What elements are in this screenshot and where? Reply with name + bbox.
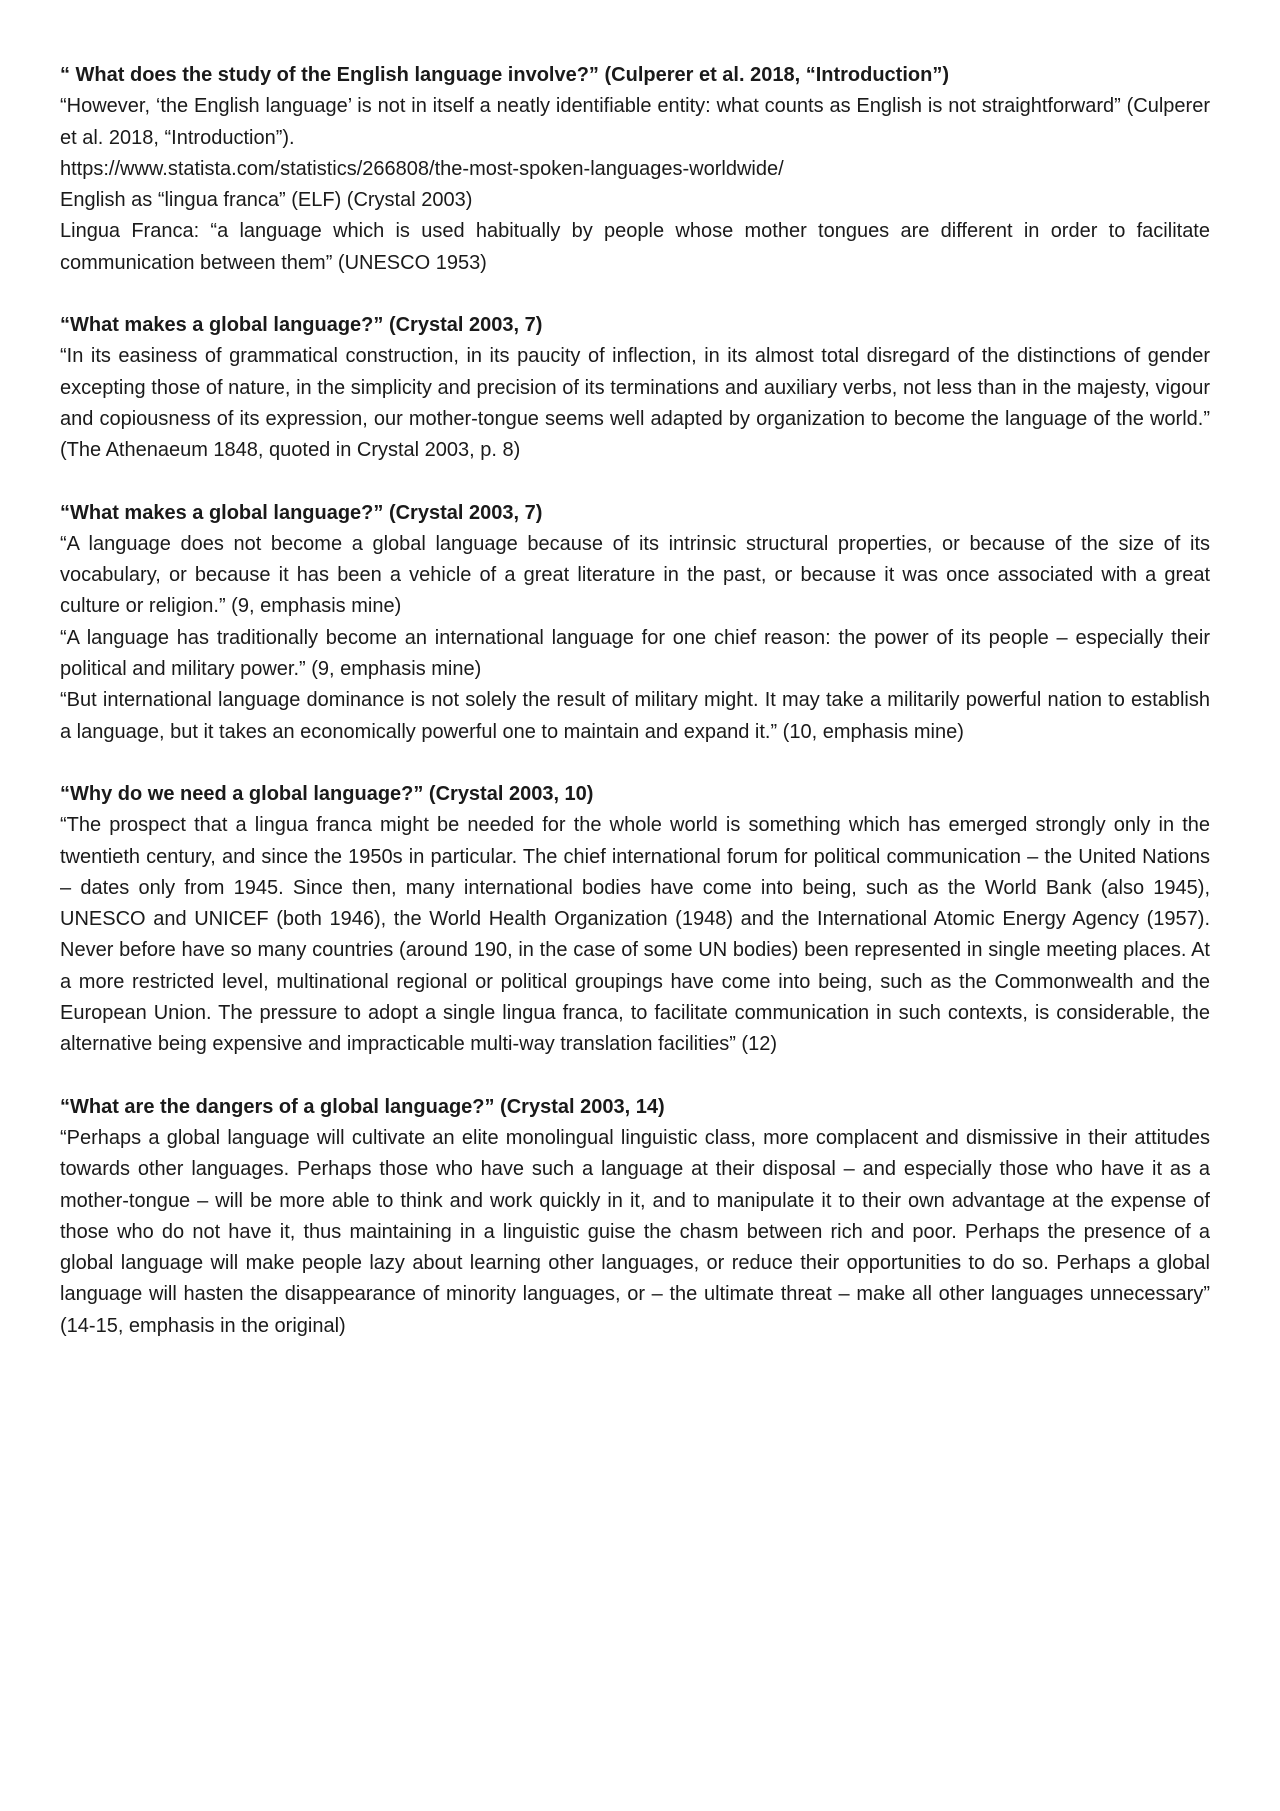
- section-dangers-global-language: [60, 1092, 1210, 1342]
- quote-paragraph: “The prospect that a lingua franca might be needed for the whole world is something which has emerged strongly only in the twentieth century, and since the 1950s in particular. The chief international forum for political communication – the United Nations – dates only from 1945. Since then, many international bodies have come into being, such as the World Bank (also 1945), UNESCO and UNICEF (both 1946), the World Health Organization (1948) and the International Atomic Energy Agency (1957). Never before have so many countries (around 190, in the case of some UN bodies) been represented in single meeting places. At a more restricted level, multinational regional or political groupings have come into being, such as the Commonwealth and the European Union. The pressure to adopt a single lingua franca, to facilitate communication in such contexts, is considerable, the alternative being expensive and impracticable multi-way translation facilities” (12): [60, 814, 1210, 1056]
- section-global-language-2: [60, 498, 1210, 748]
- section-heading: “ What does the study of the English language involve?” (Culperer et al. 2018, “Introduction”): [60, 64, 949, 86]
- document-page: [60, 60, 1210, 1342]
- section-heading: “Why do we need a global language?” (Crystal 2003, 10): [60, 782, 594, 805]
- section-global-language-1: [60, 310, 1210, 466]
- section-heading: “What are the dangers of a global language?” (Crystal 2003, 14): [60, 1095, 665, 1118]
- quote-paragraph: “But international language dominance is not solely the result of military might. It may take a militarily powerful nation to establish a language, but it takes an economically powerful one to maintain and expand it.” (10, emphasis mine): [60, 689, 1210, 743]
- elf-note: English as “lingua franca” (ELF) (Crystal 2003): [60, 189, 473, 212]
- quote-paragraph: “A language does not become a global language because of its intrinsic structural properties, or because of the size of its vocabulary, or because it has been a vehicle of a great literature in the past, or because it was once associated with a great culture or religion.” (9, emphasis mine): [60, 532, 1210, 618]
- quote-paragraph: “Perhaps a global language will cultivate an elite monolingual linguistic class, more complacent and dismissive in their attitudes towards other languages. Perhaps those who have such a language at their disposal – and especially those who have it as a mother-tongue – will be more able to think and work quickly in it, and to manipulate it to their own advantage at the expense of those who do not have it, thus maintaining in a linguistic guise the chasm between rich and poor. Perhaps the presence of a global language will make people lazy about learning other languages, or reduce their opportunities to do so. Perhaps a global language will hasten the disappearance of minority languages, or – the ultimate threat – make all other languages unnecessary” (14-15, emphasis in the original): [60, 1126, 1210, 1337]
- quote-paragraph: “However, ‘the English language’ is not in itself a neatly identifiable entity: what counts as English is not straightforward” (Culperer et al. 2018, “Introduction”).: [60, 95, 1210, 149]
- lingua-franca-definition: Lingua Franca: “a language which is used habitually by people whose mother tongues are different in order to facilitate communication between them” (UNESCO 1953): [60, 220, 1210, 274]
- section-need-global-language: [60, 779, 1210, 1061]
- section-heading: “What makes a global language?” (Crystal 2003, 7): [60, 314, 543, 337]
- quote-paragraph: “A language has traditionally become an international language for one chief reason: the power of its people – especially their political and military power.” (9, emphasis mine): [60, 626, 1210, 681]
- section-heading: “What makes a global language?” (Crystal 2003, 7): [60, 501, 543, 524]
- quote-paragraph: “In its easiness of grammatical construction, in its paucity of inflection, in its almost total disregard of the distinctions of gender excepting those of nature, in the simplicity and precision of its terminations and auxiliary verbs, not less than in the majesty, vigour and copiousness of its expression, our mother-tongue seems well adapted by organization to become the language of the world.” (The Athenaeum 1848, quoted in Crystal 2003, p. 8): [60, 345, 1210, 462]
- statista-link[interactable]: https://www.statista.com/statistics/266808/the-most-spoken-languages-worldwide/: [60, 157, 784, 180]
- section-english-study: [60, 60, 1210, 279]
